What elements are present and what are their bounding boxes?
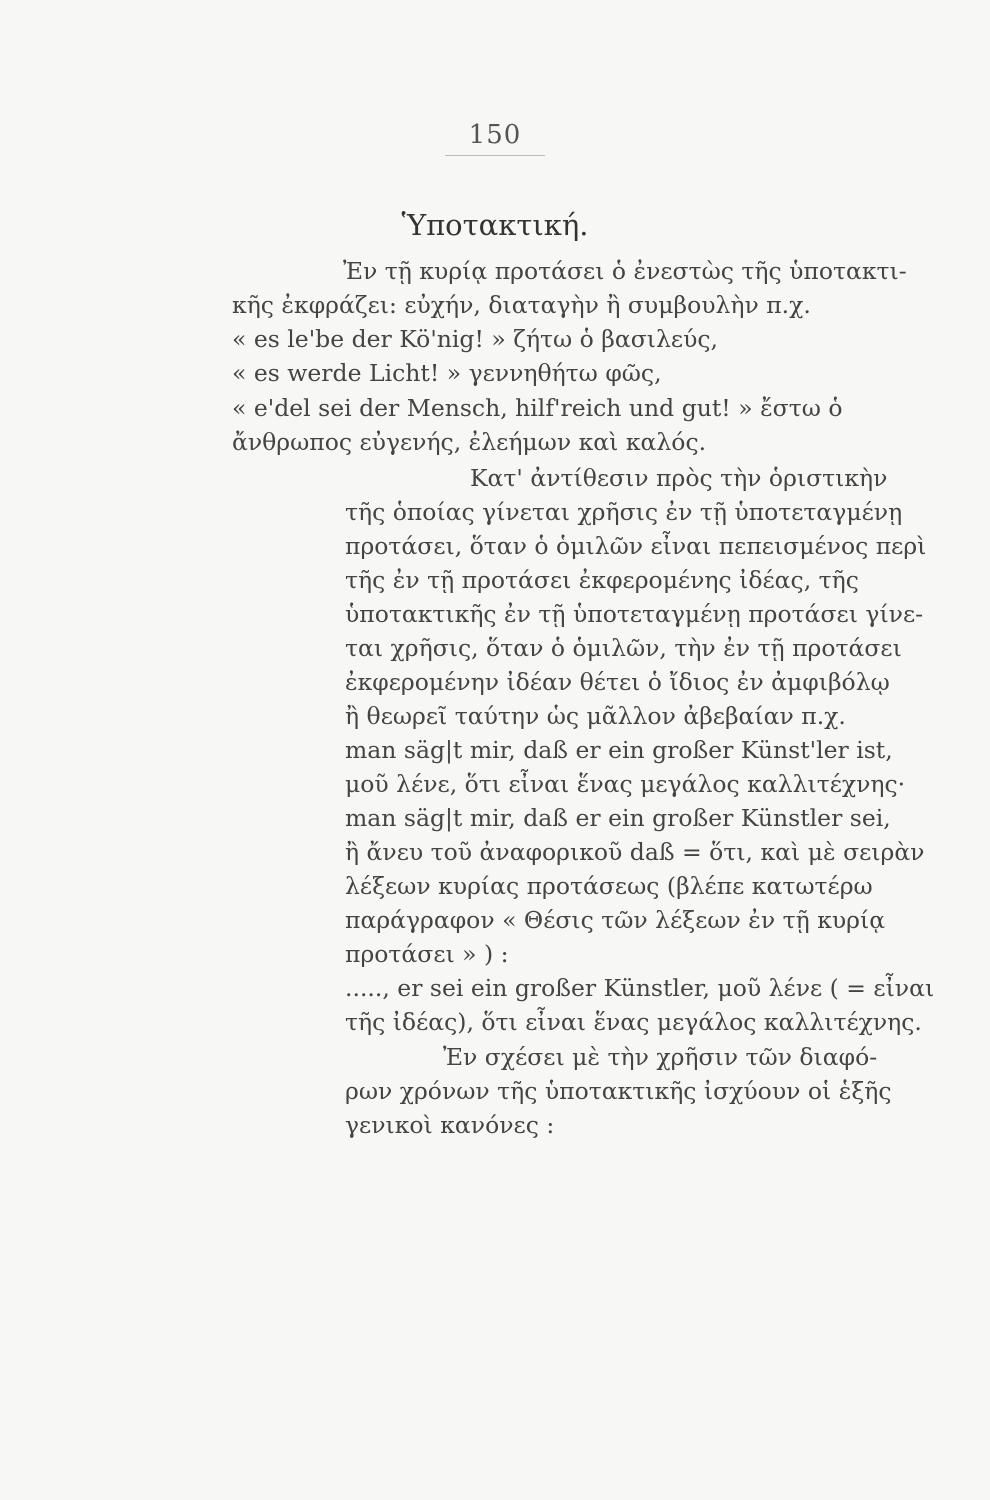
text-line: γενικοὶ κανόνες : bbox=[345, 1111, 555, 1139]
text-line: κῆς ἐκφράζει: εὐχήν, διαταγὴν ἢ συμβουλὴν π.χ. bbox=[232, 291, 811, 319]
text-line: ἐκφερομένην ἰδέαν θέτει ὁ ἴδιος ἐν ἀμφιβόλῳ bbox=[345, 668, 890, 696]
text-line: ὑποτακτικῆς ἐν τῇ ὑποτεταγμένῃ προτάσει γίνε- bbox=[345, 600, 924, 628]
text-line: ρων χρόνων τῆς ὑποτακτικῆς ἰσχύουν οἱ ἑξῆς bbox=[345, 1077, 892, 1105]
text-line: Κατ' ἀντίθεσιν πρὸς τὴν ὁριστικὴν bbox=[470, 464, 888, 492]
text-line: προτάσει, ὅταν ὁ ὁμιλῶν εἶναι πεπεισμένος περὶ bbox=[345, 532, 927, 560]
section-title: Ὑποτακτική. bbox=[401, 208, 589, 242]
text-line: παράγραφον « Θέσις τῶν λέξεων ἐν τῇ κυρίᾳ bbox=[345, 906, 886, 934]
text-line: ἢ θεωρεῖ ταύτην ὡς μᾶλλον ἀβεβαίαν π.χ. bbox=[345, 702, 846, 730]
text-line: τῆς ὁποίας γίνεται χρῆσις ἐν τῇ ὑποτεταγμένῃ bbox=[345, 498, 903, 526]
text-line: Ἐν σχέσει μὲ τὴν χρῆσιν τῶν διαφό- bbox=[443, 1043, 878, 1071]
text-line: λέξεων κυρίας προτάσεως (βλέπε κατωτέρω bbox=[345, 872, 873, 900]
page-number-rule bbox=[445, 155, 545, 156]
text-line: τῆς ἐν τῇ προτάσει ἐκφερομένης ἰδέας, τῆς bbox=[345, 566, 859, 594]
text-line: man säg|t mir, daß er ein großer Künst'ler ist, bbox=[345, 736, 893, 764]
text-line: ἢ ἄνευ τοῦ ἀναφορικοῦ daß = ὅτι, καὶ μὲ σειρὰν bbox=[345, 838, 925, 866]
text-line: ται χρῆσις, ὅταν ὁ ὁμιλῶν, τὴν ἐν τῇ προτάσει bbox=[345, 634, 902, 662]
text-line: μοῦ λένε, ὅτι εἶναι ἕνας μεγάλος καλλιτέχνης· bbox=[345, 770, 906, 798]
page-number: 150 bbox=[468, 120, 522, 150]
text-line: « es werde Licht! » γεννηθήτω φῶς, bbox=[232, 359, 662, 387]
text-line: Ἐν τῇ κυρίᾳ προτάσει ὁ ἐνεστὼς τῆς ὑποτακτι- bbox=[343, 257, 907, 285]
text-line: ....., er sei ein großer Künstler, μοῦ λένε ( = εἶναι bbox=[345, 974, 935, 1002]
text-line: τῆς ἰδέας), ὅτι εἶναι ἕνας μεγάλος καλλιτέχνης. bbox=[345, 1008, 922, 1036]
text-line: ἄνθρωπος εὐγενής, ἐλεήμων καὶ καλός. bbox=[232, 428, 707, 456]
text-line: προτάσει » ) : bbox=[345, 940, 509, 968]
text-line: man säg|t mir, daß er ein großer Künstler sei, bbox=[345, 804, 891, 832]
text-line: « es le'be der Kö'nig! » ζήτω ὁ βασιλεύς, bbox=[232, 325, 718, 353]
text-line: « e'del sei der Mensch, hilf'reich und gut! » ἔστω ὁ bbox=[232, 394, 843, 422]
